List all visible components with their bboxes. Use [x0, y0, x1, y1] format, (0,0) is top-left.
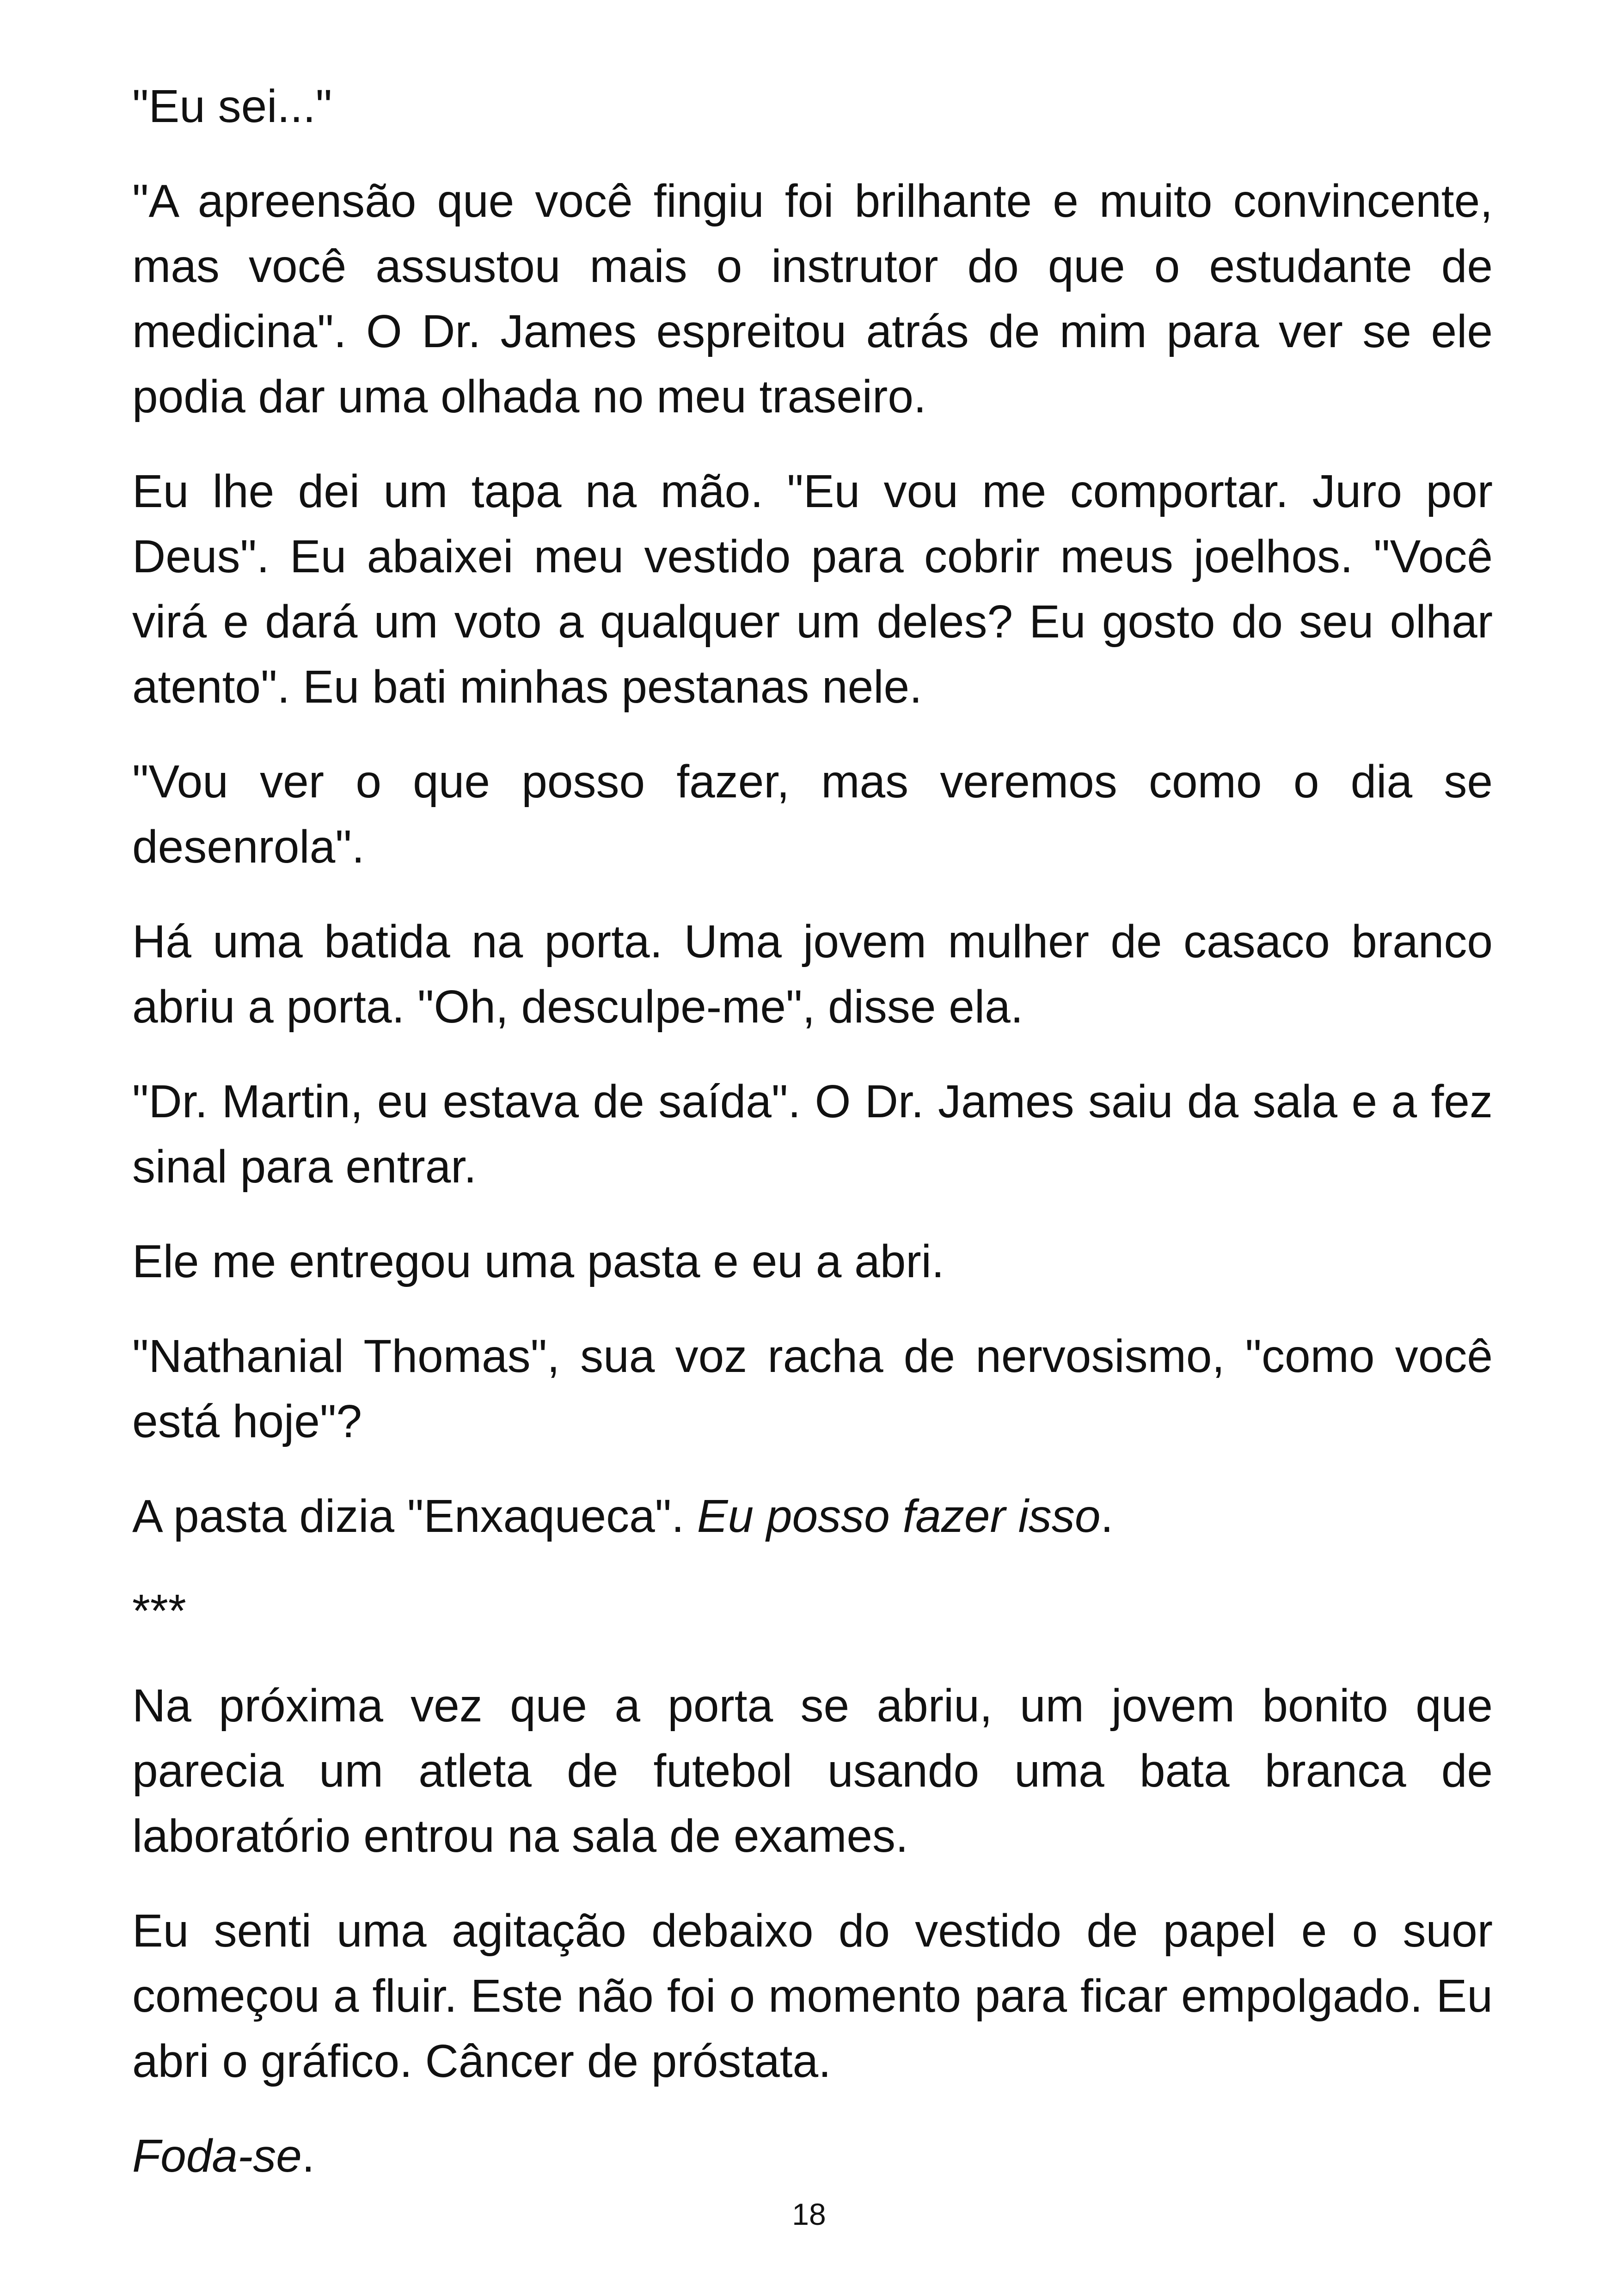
migraine-line-suffix: .: [1100, 1490, 1114, 1542]
paragraph-2: "A apreensão que você fingiu foi brilhante e muito convincente, mas você assustou mais o instrutor do que o estudante de medicina". O Dr. James espreitou atrás de mim para ver se ele podia dar uma olhada no meu traseiro.: [132, 175, 1493, 422]
paragraph-6: "Dr. Martin, eu estava de saída". O Dr. James saiu da sala e a fez sinal para entrar.: [132, 1076, 1493, 1193]
final-line-italic: Foda-se: [132, 2130, 302, 2182]
paragraph-4: "Vou ver o que posso fazer, mas veremos como o dia se desenrola".: [132, 756, 1493, 873]
body-text: [132, 74, 1493, 2218]
paragraph-8: "Nathanial Thomas", sua voz racha de nervosismo, "como você está hoje"?: [132, 1330, 1493, 1447]
paragraph-3: Eu lhe dei um tapa na mão. "Eu vou me comportar. Juro por Deus". Eu abaixei meu vestido para cobrir meus joelhos. "Você virá e dará um voto a qualquer um deles? Eu gosto do seu olhar atento". Eu bati minhas pestanas nele.: [132, 465, 1493, 713]
paragraph-9: [132, 1484, 1493, 1549]
paragraph-12: [132, 2124, 1493, 2189]
paragraph-7: Ele me entregou uma pasta e eu a abri.: [132, 1236, 944, 1287]
scene-break: ***: [132, 1585, 186, 1637]
paragraph-1: "Eu sei...": [132, 80, 332, 132]
migraine-line-prefix: A pasta dizia "Enxaqueca".: [132, 1490, 697, 1542]
paragraph-5: Há uma batida na porta. Uma jovem mulher de casaco branco abriu a porta. "Oh, desculpe-me", disse ela.: [132, 916, 1493, 1033]
page-number: 18: [792, 2197, 826, 2231]
migraine-line-italic: Eu posso fazer isso: [697, 1490, 1101, 1542]
paragraph-10: Na próxima vez que a porta se abriu, um jovem bonito que parecia um atleta de futebol usando uma bata branca de laboratório entrou na sala de exames.: [132, 1680, 1493, 1862]
final-line-suffix: .: [301, 2130, 315, 2182]
paragraph-11: Eu senti uma agitação debaixo do vestido de papel e o suor começou a fluir. Este não foi o momento para ficar empolgado. Eu abri o gráfico. Câncer de próstata.: [132, 1905, 1493, 2087]
